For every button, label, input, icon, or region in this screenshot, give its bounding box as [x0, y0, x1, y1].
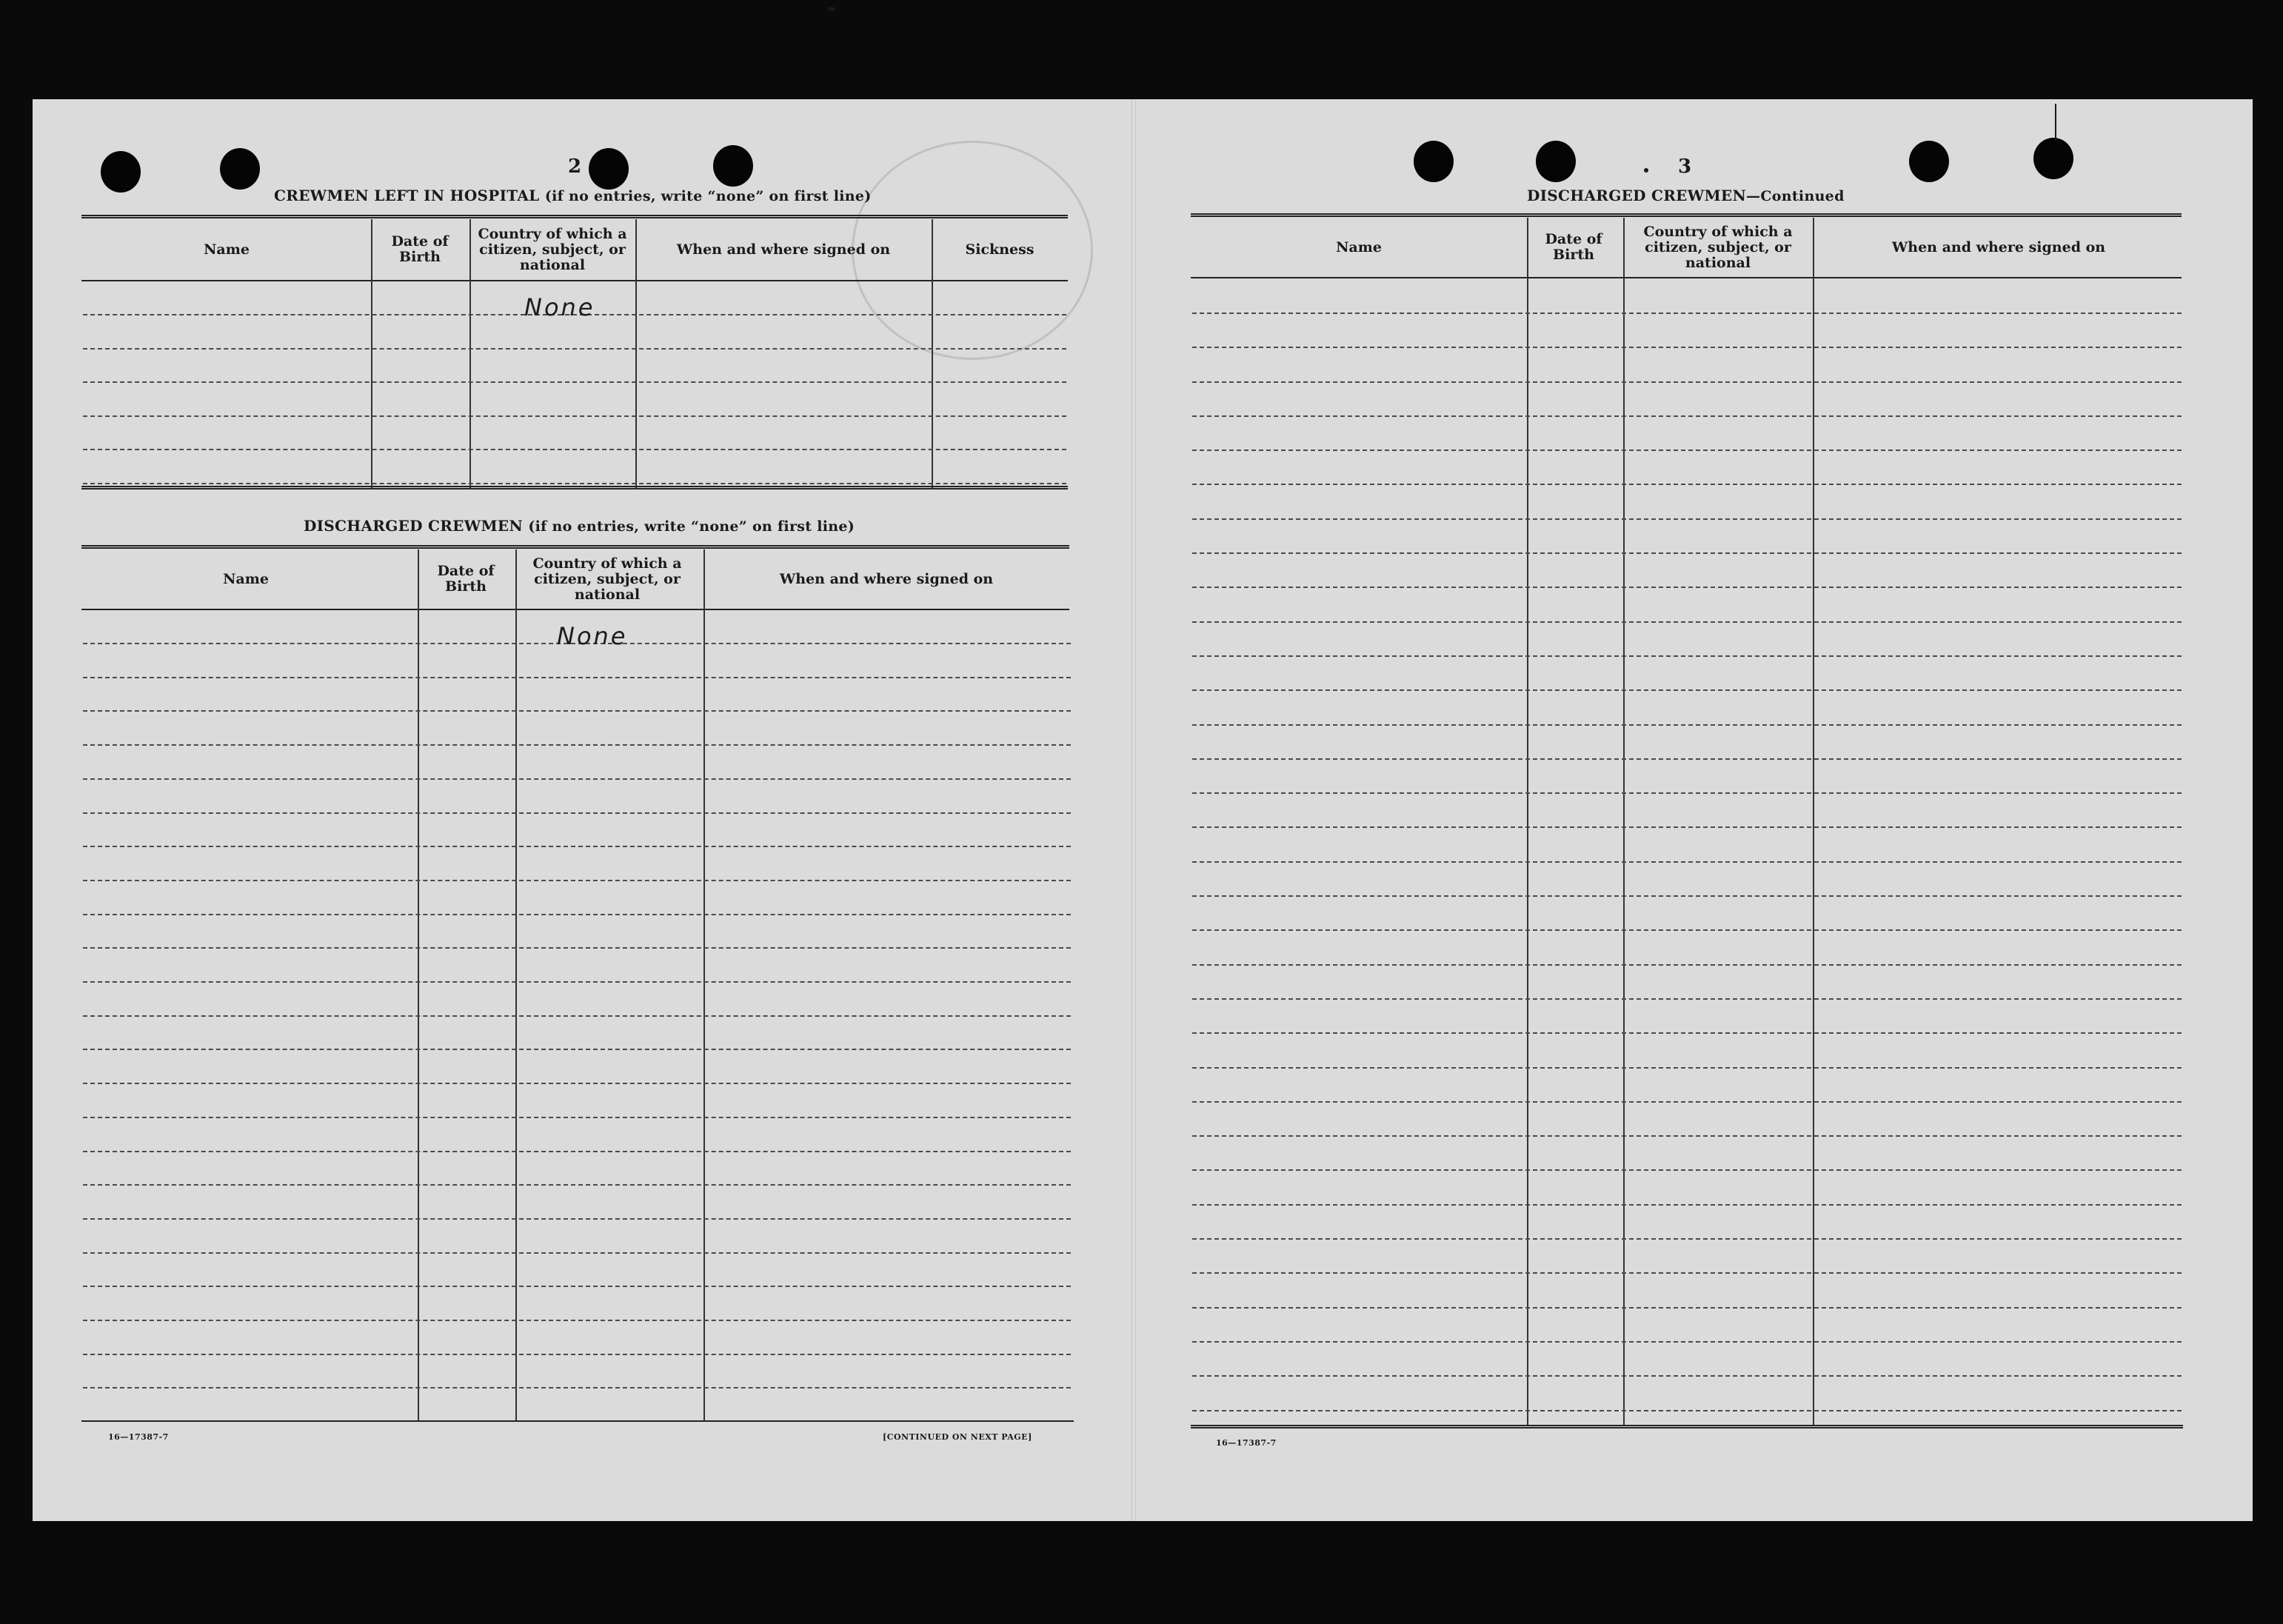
- continued-table-bottom-rule: [1191, 1425, 2183, 1428]
- entry-rule-line: [83, 914, 1071, 915]
- punch-hole: [1536, 141, 1576, 182]
- column-header-date-of-birth: Date of Birth: [437, 563, 495, 595]
- entry-rule-line: [1192, 861, 2182, 863]
- entry-rule-line: [83, 1015, 1071, 1017]
- entry-rule-line: [83, 1184, 1071, 1186]
- entry-rule-line: [1192, 964, 2182, 966]
- entry-rule-line: [83, 1083, 1071, 1084]
- column-header-country: Country of which a citizen, subject, or national: [1643, 223, 1793, 271]
- scan-mark: [2055, 104, 2056, 141]
- column-divider: [1623, 218, 1625, 1426]
- entry-rule-line: [1192, 1135, 2182, 1137]
- entry-rule-line: [83, 744, 1071, 746]
- hospital-table-top-rule: [81, 215, 1068, 218]
- entry-rule-line: [83, 1252, 1071, 1254]
- column-header-signed-on: When and where signed on: [1891, 238, 2106, 255]
- discharged-continued-title: DISCHARGED CREWMEN—Continued: [1527, 187, 1845, 204]
- entry-rule-line: [1192, 1307, 2182, 1309]
- entry-rule-line: [1192, 484, 2182, 485]
- page-number: 2: [568, 156, 582, 178]
- column-header-name: Name: [1336, 238, 1382, 255]
- entry-rule-line: [1192, 518, 2182, 520]
- discharged-table-bottom-rule: [81, 1420, 1074, 1422]
- entry-rule-line: [83, 1320, 1071, 1321]
- discharged-table-top-rule: [81, 545, 1069, 549]
- column-divider: [703, 549, 705, 1422]
- page-number: 3: [1678, 156, 1692, 178]
- punch-hole: [1909, 141, 1949, 182]
- column-header-name: Name: [223, 570, 269, 587]
- hospital-table-bottom-rule: [81, 486, 1068, 489]
- column-header-signed-on: When and where signed on: [779, 570, 994, 587]
- entry-rule-line: [1192, 1341, 2182, 1343]
- entry-rule-line: [1192, 792, 2182, 794]
- entry-rule-line: [1192, 621, 2182, 623]
- punch-hole: [101, 151, 141, 193]
- column-header-date-of-birth: Date of Birth: [1545, 231, 1602, 263]
- column-header-signed-on: When and where signed on: [676, 241, 891, 258]
- column-divider: [1813, 218, 1814, 1426]
- entry-rule-line: [83, 348, 1066, 350]
- entry-rule-line: [1192, 313, 2182, 314]
- entry-rule-line: [1192, 587, 2182, 588]
- ink-dot: [1644, 168, 1648, 173]
- entry-rule-line: [83, 449, 1066, 450]
- form-number: 16—17387-7: [1216, 1438, 1277, 1448]
- entry-rule-line: [1192, 895, 2182, 897]
- entry-rule-line: [1192, 929, 2182, 931]
- entry-rule-line: [83, 1049, 1071, 1050]
- center-fold: [1132, 99, 1136, 1521]
- entry-rule-line: [1192, 689, 2182, 691]
- entry-rule-line: [1192, 655, 2182, 657]
- entry-rule-line: [1192, 1375, 2182, 1377]
- hospital-header-rule: [81, 280, 1068, 281]
- hospital-section-title: CREWMEN LEFT IN HOSPITAL (if no entries, write “none” on first line): [274, 187, 872, 204]
- punch-hole: [220, 148, 260, 190]
- discharged-section-title: DISCHARGED CREWMEN (if no entries, write “none” on first line): [304, 517, 855, 535]
- entry-rule-line: [83, 1151, 1071, 1152]
- entry-rule-line: [83, 710, 1071, 712]
- entry-rule-line: [83, 1387, 1071, 1389]
- column-header-sickness: Sickness: [965, 241, 1034, 258]
- entry-rule-line: [83, 1117, 1071, 1118]
- entry-rule-line: [83, 1218, 1071, 1220]
- column-divider: [515, 549, 517, 1422]
- entry-rule-line: [1192, 347, 2182, 348]
- entry-rule-line: [1192, 1204, 2182, 1206]
- column-header-country: Country of which a citizen, subject, or national: [532, 555, 682, 603]
- entry-rule-line: [83, 677, 1071, 678]
- entry-rule-line: [83, 812, 1071, 814]
- entry-rule-line: [1192, 1032, 2182, 1034]
- form-number: 16—17387-7: [108, 1432, 169, 1442]
- column-divider: [418, 549, 419, 1422]
- entry-rule-line: [83, 981, 1071, 983]
- handwritten-none: None: [524, 293, 595, 321]
- entry-rule-line: [1192, 1238, 2182, 1240]
- column-header-date-of-birth: Date of Birth: [391, 233, 449, 265]
- entry-rule-line: [1192, 381, 2182, 383]
- entry-rule-line: [1192, 1169, 2182, 1171]
- entry-rule-line: [1192, 1067, 2182, 1069]
- entry-rule-line: [83, 1354, 1071, 1355]
- continued-table-top-rule: [1191, 213, 2182, 217]
- discharged-header-rule: [81, 609, 1069, 610]
- scan-mark: [828, 7, 835, 10]
- entry-rule-line: [1192, 1272, 2182, 1274]
- entry-rule-line: [83, 1286, 1071, 1287]
- entry-rule-line: [83, 381, 1066, 383]
- column-header-country: Country of which a citizen, subject, or national: [478, 225, 627, 273]
- handwritten-none: None: [557, 622, 628, 650]
- entry-rule-line: [1192, 758, 2182, 760]
- punch-hole: [1414, 141, 1454, 182]
- entry-rule-line: [1192, 998, 2182, 1000]
- entry-rule-line: [1192, 415, 2182, 417]
- continued-header-rule: [1191, 277, 2182, 278]
- continued-note: [CONTINUED ON NEXT PAGE]: [883, 1432, 1032, 1442]
- entry-rule-line: [83, 880, 1071, 881]
- entry-rule-line: [1192, 1410, 2182, 1411]
- entry-rule-line: [83, 947, 1071, 949]
- punch-hole: [589, 148, 629, 190]
- entry-rule-line: [1192, 1101, 2182, 1103]
- entry-rule-line: [83, 846, 1071, 847]
- entry-rule-line: [1192, 552, 2182, 554]
- column-header-name: Name: [204, 241, 250, 258]
- entry-rule-line: [83, 483, 1066, 484]
- punch-hole: [713, 145, 753, 187]
- column-divider: [1527, 218, 1528, 1426]
- entry-rule-line: [83, 415, 1066, 417]
- entry-rule-line: [1192, 826, 2182, 828]
- entry-rule-line: [1192, 450, 2182, 451]
- entry-rule-line: [83, 778, 1071, 780]
- punch-hole: [2033, 138, 2073, 179]
- entry-rule-line: [1192, 724, 2182, 726]
